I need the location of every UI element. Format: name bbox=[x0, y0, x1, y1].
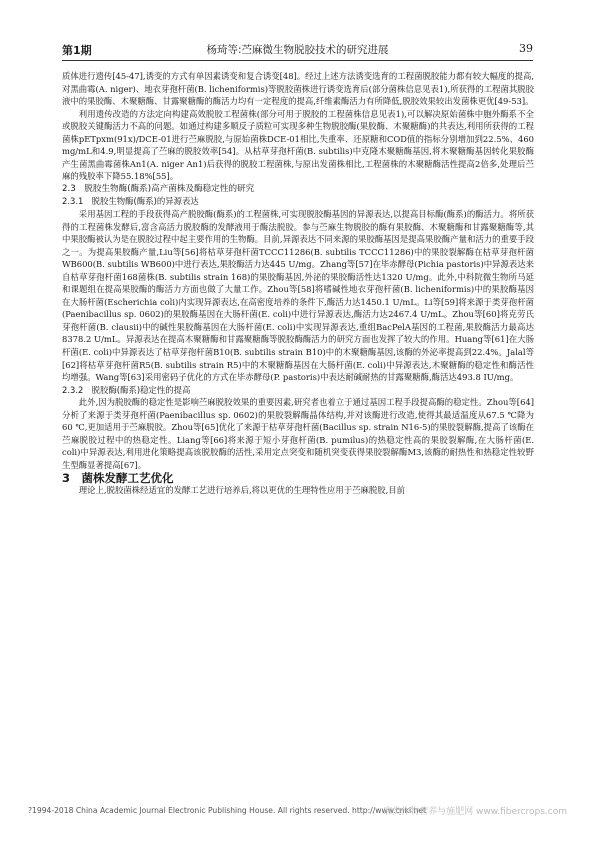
running-title: 杨琦等:苎麻微生物脱胶技术的研究进展 bbox=[206, 44, 389, 56]
section-2-3-2-heading: 2.3.2 脱胶酶(酶系)稳定性的提高 bbox=[62, 384, 191, 395]
page-number: 39 bbox=[519, 42, 533, 55]
section-2-3-2-text: 此外,因为脱胶酶的稳定性是影响苎麻脱胶效果的重要因素,研究者也着立于通过基因工程手段提高酶的稳定性。Zhou等[64]分析了来源于类芽孢杆菌(Paenibacillus sp. 0602)的果胶裂解酶晶体结构,并对该酶进行改造,使得其最适温度从67.5 ℃降为60 ℃,更加适用于苎麻脱胶。Zhou等[65]优化了来源于枯草芽孢杆菌(Bacillus sp. strain N16-5)的果胶裂解酶,提高了该酶在苎麻脱胶过程中的热稳定性。Liang等[66]将来源于短小芽孢杆菌(B. pumilus)的热稳定性高的果胶裂解酶,在大肠杆菌(E. coli)中异源表达,利用进化策略提高该脱胶酶的活性,采用定点突变和随机突变获得果胶裂解酶M3,该酶的耐热性和热稳定性较野生型酶显著提高[67]。 bbox=[62, 397, 534, 470]
copyright-text: ?1994-2018 China Academic Journal Electronic Publishing House. All rights reserved. http://www.cnki.net bbox=[28, 806, 427, 815]
paragraph-mutagenesis: 质体进行遗传[45-47],诱变的方式有单因素诱变和复合诱变[48]。经过上述方法诱变选育的工程菌脱胶能力都有较大幅度的提高,对黑曲霉(A. niger)、地衣芽孢杆菌(B. licheniformis)等脱胶菌株进行诱变选育后(部分菌株信息见表1),所获得的工程菌其脱胶液中的果胶酶、木聚糖酶、甘露聚糖酶的酶活力均有一定程度的提高,纤维素酶活力有所降低,脱胶效果较出发菌株更优[49-53]。 bbox=[62, 71, 534, 107]
section-2-3-1-text: 采用基因工程的手段获得高产脱胶酶(酶系)的工程菌株,可实现脱胶酶基因的异源表达,以提高目标酶(酶系)的酶活力。将所获得的工程菌株发酵后,富含高活力脱胶酶的发酵液用于酶法脱胶。参与苎麻生物脱胶的酶有果胶酶、木聚糖酶和甘露聚糖酶等,其中果胶酶被认为是在脱胶过程中起主要作用的生物酶。目前,异源表达不同来源的果胶酶基因是提高果胶酶产量和活力的重要手段之一。为提高果胶酶产量,Liu等[56]将枯草芽孢杆菌TCCC11286(B. subtilis TCCC11286)中的果胶裂解酶在枯草芽孢杆菌WB600(B. subtilis WB600)中进行表达,果胶酶活力达445 U/mg。Zhang等[57]在毕赤酵母(Pichia pastoris)中异源表达来自枯草芽孢杆菌168菌株(B. subtilis strain 168)的果胶酶基因,外泌的果胶酶活性达1320 U/mg。此外,中科院微生物所马延和课题组在提高果胶酶的酶活力方面也做了大量工作。Zhou等[58]将嗜碱性地衣芽孢杆菌(B. licheniformis)中的果胶酶基因在大肠杆菌(Escherichia coli)内实现异源表达,在高密度培养的条件下,酶活力达1450.1 U/mL。Li等[59]将来源于类芽孢杆菌(Paenibacillus sp. 0602)的果胶酶基因在大肠杆菌(E. coli)中进行异源表达,酶活力达2467.4 U/mL。Zhou等[60]将克劳氏芽孢杆菌(B. clausii)中的碱性果胶酶基因在大肠杆菌(E. coli)中实现异源表达,重组BacPelA基因的工程菌,果胶酶活力最高达8378.2 U/mL。异源表达在提高木聚糖酶和甘露聚糖酶等脱胶酶酶活力的研究方面也发挥了较大的作用。Huang等[61]在大肠杆菌(E. coli)中异源表达了枯草芽孢杆菌B10(B. subtilis strain B10)中的木聚糖酶基因,该酶的外泌率提高到22.4%。Jalal等[62]将枯草芽孢杆菌R5(B. subtilis strain R5)中的木聚糖酶基因在大肠杆菌(E. coli)中异源表达,木聚糖酶的稳定性和酶活性均增强。Wang等[63]采用密码子优化的方式在毕赤酵母(P. pastoris)中表达耐碱耐热的甘露聚糖酶,酶活达493.8 IU/mg。 bbox=[62, 209, 534, 383]
page-footer bbox=[0, 806, 595, 820]
article-body bbox=[62, 70, 534, 497]
section-3-text: 理论上,脱胶菌株经适宜的发酵工艺进行培养后,将以更优的生理特性应用于苎麻脱胶,目前 bbox=[78, 485, 406, 496]
issue-label: 第1期 bbox=[62, 44, 92, 57]
watermark-text: 麻类作物营养与施肥网 www.fibercrops.com bbox=[383, 807, 567, 817]
section-2-3-1-heading: 2.3.1 脱胶生物酶(酶系)的异源表达 bbox=[62, 196, 199, 207]
section-2-3-heading: 2.3 脱胶生物酶(酶系)高产菌株及酶稳定性的研究 bbox=[62, 183, 255, 194]
section-3-heading: 3 菌株发酵工艺优化 bbox=[62, 470, 174, 485]
page-header bbox=[62, 38, 533, 61]
paragraph-genetic-engineering: 利用遗传改造的方法定向构建高效脱胶工程菌株(部分可用于脱胶的工程菌株信息见表1),可以解决原始菌株中胞外酶系不全或脱胶关键酶活力不高的问题。如通过构建多顺反子质粒可实现多种生物脱胶酶(果胶酶、木聚糖酶)的共表达,利用所获得的工程菌株pETpxm(91x)/DCE-01进行苎麻脱胶,与原始菌株DCE-01相比,失重率、还原糖和COD值的指标分别增加到22.5%、460 mg/mL和4.9,明显提高了苎麻的脱胶效率[54]。从枯草芽孢杆菌(B. subtilis)中克隆木聚糖酶基因,将木聚糖酶基因转化果胶酶产生菌黑曲霉菌株An1(A. niger An1)后获得的脱胶工程菌株,与原出发菌株相比,工程菌株的木聚糖酶活性提高2倍多,处理后苎麻的残胶率下降55.18%[55]。 bbox=[62, 108, 534, 182]
